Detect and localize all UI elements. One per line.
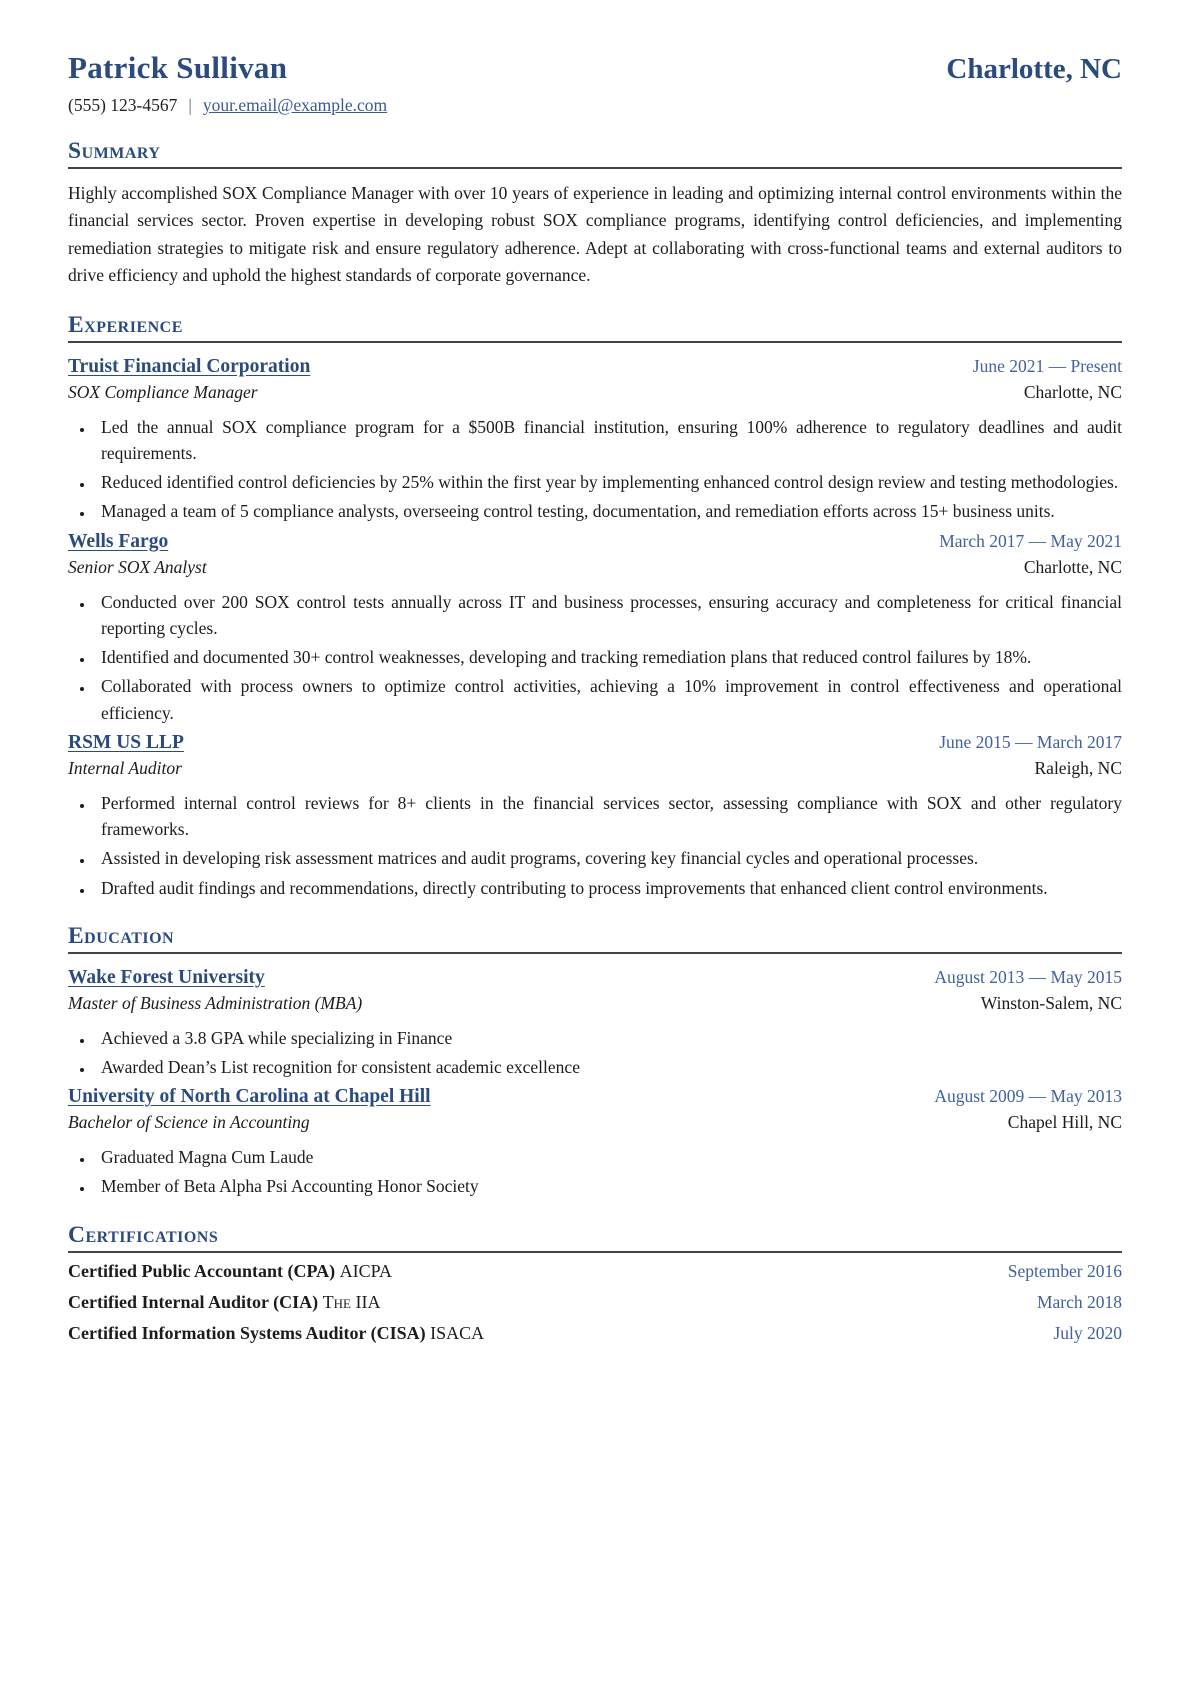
- bullet-item: • Identified and documented 30+ control weaknesses, developing and tracking remediation plans that reduced control failures by 18%.: [94, 644, 1122, 670]
- certification-date: July 2020: [1053, 1323, 1122, 1344]
- experience-entry: [68, 356, 1122, 525]
- experience-entry: [68, 732, 1122, 901]
- degree-title: Bachelor of Science in Accounting: [68, 1112, 310, 1133]
- company-name: RSM US LLP: [68, 731, 184, 753]
- entry-location: Winston-Salem, NC: [980, 992, 1122, 1013]
- phone-number: (555) 123-4567: [68, 95, 178, 115]
- section-education: [68, 924, 1122, 1200]
- certification-name: Certified Internal Auditor (CIA): [68, 1291, 319, 1312]
- certification-row: [68, 1320, 1122, 1346]
- job-title: Internal Auditor: [68, 757, 182, 778]
- bullet-item: • Managed a team of 5 compliance analysts, overseeing control testing, documentation, and remediation efforts across 15+ business units.: [94, 498, 1122, 524]
- bullet-item: • Conducted over 200 SOX control tests annually across IT and business processes, ensuring accuracy and completeness for critical financial reporting cycles.: [94, 589, 1122, 642]
- section-certifications: [68, 1223, 1122, 1347]
- contact-row: [68, 95, 1122, 116]
- section-experience: [68, 313, 1122, 901]
- person-location: Charlotte, NC: [946, 53, 1122, 85]
- certification-issuer: AICPA: [339, 1260, 392, 1281]
- bullet-list: [68, 1025, 1122, 1081]
- degree-title: Master of Business Administration (MBA): [68, 992, 363, 1013]
- bullet-item: • Awarded Dean’s List recognition for consistent academic excellence: [94, 1054, 1122, 1080]
- entry-location: Chapel Hill, NC: [1007, 1112, 1122, 1133]
- bullet-item: • Member of Beta Alpha Psi Accounting Honor Society: [94, 1173, 1122, 1199]
- person-name: Patrick Sullivan: [68, 50, 288, 85]
- bullet-item: • Drafted audit findings and recommendations, directly contributing to process improvements that enhanced client control environments.: [94, 875, 1122, 901]
- certification-name: Certified Information Systems Auditor (CISA): [68, 1323, 426, 1344]
- education-entry: [68, 967, 1122, 1081]
- certifications-title: Certifications: [68, 1223, 1122, 1253]
- company-name: Wells Fargo: [68, 530, 169, 552]
- experience-entry: [68, 531, 1122, 726]
- education-title: Education: [68, 924, 1122, 954]
- certification-date: September 2016: [1007, 1260, 1122, 1281]
- school-name: Wake Forest University: [68, 966, 265, 988]
- experience-title: Experience: [68, 313, 1122, 343]
- job-title: Senior SOX Analyst: [68, 556, 207, 577]
- summary-title: Summary: [68, 139, 1122, 169]
- certification-row: [68, 1258, 1122, 1284]
- bullet-list: [68, 1144, 1122, 1200]
- resume-header: [68, 50, 1122, 86]
- entry-dates: June 2021 — Present: [972, 355, 1122, 376]
- entry-location: Charlotte, NC: [1023, 381, 1122, 402]
- certification-issuer: The IIA: [322, 1291, 381, 1312]
- entry-dates: June 2015 — March 2017: [939, 731, 1122, 752]
- bullet-list: [68, 414, 1122, 525]
- summary-text: Highly accomplished SOX Compliance Manager with over 10 years of experience in leading and optimizing internal control environments within the financial services sector. Proven expertise in developing robust SOX compliance programs, identifying control deficiencies, and implementing remediation strategies to mitigate risk and ensure regulatory adherence. Adept at collaborating with cross-functional teams and external auditors to drive efficiency and uphold the highest standards of corporate governance.: [68, 182, 1122, 286]
- job-title: SOX Compliance Manager: [68, 381, 258, 402]
- contact-separator: |: [188, 95, 192, 115]
- certification-date: March 2018: [1036, 1291, 1122, 1312]
- bullet-item: • Assisted in developing risk assessment matrices and audit programs, covering key financial cycles and operational processes.: [94, 845, 1122, 871]
- school-name: University of North Carolina at Chapel Hill: [68, 1086, 431, 1108]
- entry-location: Charlotte, NC: [1023, 556, 1122, 577]
- email-link[interactable]: your.email@example.com: [202, 95, 388, 115]
- certification-issuer: ISACA: [430, 1323, 485, 1344]
- entry-dates: August 2009 — May 2013: [934, 1086, 1122, 1107]
- bullet-item: • Reduced identified control deficiencies by 25% within the first year by implementing enhanced control design review and testing methodologies.: [94, 469, 1122, 495]
- entry-dates: March 2017 — May 2021: [939, 530, 1122, 551]
- education-entry: [68, 1086, 1122, 1200]
- bullet-list: [68, 589, 1122, 726]
- bullet-list: [68, 790, 1122, 901]
- bullet-item: • Performed internal control reviews for 8+ clients in the financial services sector, assessing compliance with SOX and other regulatory frameworks.: [94, 790, 1122, 843]
- bullet-item: • Achieved a 3.8 GPA while specializing in Finance: [94, 1025, 1122, 1051]
- certification-row: [68, 1289, 1122, 1315]
- entry-dates: August 2013 — May 2015: [934, 966, 1122, 987]
- section-summary: [68, 139, 1122, 290]
- bullet-item: • Graduated Magna Cum Laude: [94, 1144, 1122, 1170]
- bullet-item: • Collaborated with process owners to optimize control activities, achieving a 10% improvement in control effectiveness and operational efficiency.: [94, 673, 1122, 726]
- certification-name: Certified Public Accountant (CPA): [68, 1260, 336, 1281]
- entry-location: Raleigh, NC: [1034, 757, 1122, 778]
- company-name: Truist Financial Corporation: [68, 355, 311, 377]
- bullet-item: • Led the annual SOX compliance program for a $500B financial institution, ensuring 100% adherence to regulatory deadlines and audit requirements.: [94, 414, 1122, 467]
